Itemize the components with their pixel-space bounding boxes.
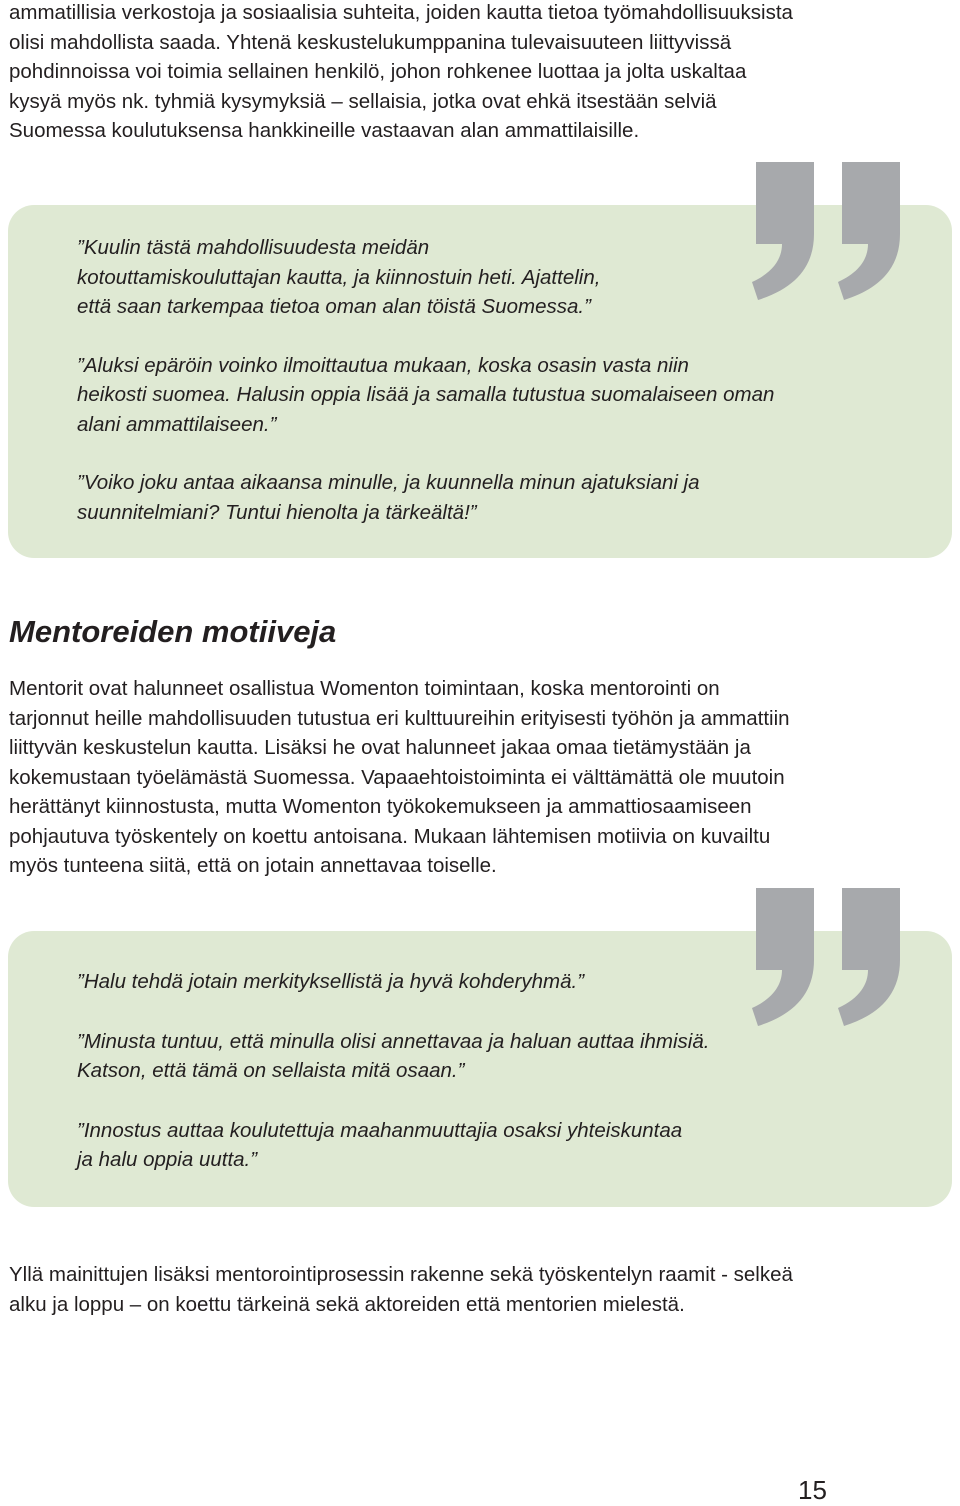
text-line: liittyvän keskustelun kautta. Lisäksi he ovat halunneet jakaa omaa tietämystään ja [9, 736, 751, 759]
quote-item [77, 967, 709, 997]
quote-line: ”Minusta tuntuu, että minulla olisi annettavaa ja haluan auttaa ihmisiä. [77, 1029, 710, 1053]
quote-item [77, 351, 774, 440]
quote-line: alani ammattilaiseen.” [77, 412, 277, 436]
mentor-quotes-list [77, 967, 709, 1175]
quote-line: ja halu oppia uutta.” [77, 1148, 258, 1171]
text-line: tarjonnut heille mahdollisuuden tutustua eri kulttuureihin erityisesti työhön ja ammattiin [9, 706, 790, 730]
text-line: kokemustaan työelämästä Suomessa. Vapaaehtoistoiminta ei välttämättä ole muutoin [9, 765, 785, 789]
motives-paragraph [9, 674, 954, 881]
quote-line: Katson, että tämä on sellaista mitä osaan.” [77, 1059, 465, 1082]
text-line: olisi mahdollista saada. Yhtenä keskustelukumppanina tulevaisuuteen liittyvissä [9, 30, 732, 54]
text-line: Yllä mainittujen lisäksi mentorointiprosessin rakenne sekä työskentelyn raamit - selkeä [9, 1263, 793, 1286]
section-heading: Mentoreiden motiiveja [9, 614, 337, 649]
closing-paragraph [9, 1260, 954, 1319]
quote-item [77, 1116, 709, 1175]
quote-line: heikosti suomea. Halusin oppia lisää ja samalla tutustua suomalaiseen oman [77, 383, 775, 406]
intro-paragraph [9, 0, 954, 146]
actor-quotes-list [77, 233, 774, 527]
text-line: pohdinnoissa voi toimia sellainen henkilö, johon rohkenee luottaa ja jolta uskaltaa [9, 60, 747, 83]
quote-line: suunnitelmiani? Tuntui hienolta ja tärkeältä!” [77, 500, 477, 524]
quote-item [77, 468, 774, 527]
text-line: Suomessa koulutuksensa hankkineille vastaavan alan ammattilaisille. [9, 119, 640, 142]
text-line: myös tunteena siitä, että on jotain annettavaa toiselle. [9, 854, 497, 877]
quote-line: ”Innostus auttaa koulutettuja maahanmuuttajia osaksi yhteiskuntaa [77, 1118, 683, 1142]
closing-double-quote-icon [748, 884, 908, 1044]
quote-line: ”Halu tehdä jotain merkityksellistä ja hyvä kohderyhmä.” [77, 970, 585, 993]
text-line: herättänyt kiinnostusta, mutta Womenton työkokemukseen ja ammattiosaamiseen [9, 795, 752, 818]
text-line: ammatillisia verkostoja ja sosiaalisia suhteita, joiden kautta tietoa työmahdollisuuksista [9, 1, 793, 24]
quote-item [77, 1027, 709, 1086]
text-line: pohjautuva työskentely on koettu antoisana. Mukaan lähtemisen motiivia on kuvailtu [9, 824, 771, 848]
quote-line: ”Kuulin tästä mahdollisuudesta meidän [77, 236, 430, 259]
text-line: alku ja loppu – on koettu tärkeinä sekä aktoreiden että mentorien mielestä. [9, 1292, 685, 1316]
text-line: Mentorit ovat halunneet osallistua Womenton toimintaan, koska mentorointi on [9, 677, 720, 700]
quote-item [77, 233, 774, 322]
page-number: 15 [798, 1475, 827, 1505]
quote-line: kotouttamiskouluttajan kautta, ja kiinnostuin heti. Ajattelin, [77, 265, 601, 289]
quote-line: että saan tarkempaa tietoa oman alan töistä Suomessa.” [77, 295, 591, 318]
quote-line: ”Voiko joku antaa aikaansa minulle, ja kuunnella minun ajatuksiani ja [77, 471, 700, 494]
quote-line: ”Aluksi epäröin voinko ilmoittautua mukaan, koska osasin vasta niin [77, 353, 689, 377]
text-line: kysyä myös nk. tyhmiä kysymyksiä – sellaisia, jotka ovat ehkä itsestään selviä [9, 89, 717, 113]
